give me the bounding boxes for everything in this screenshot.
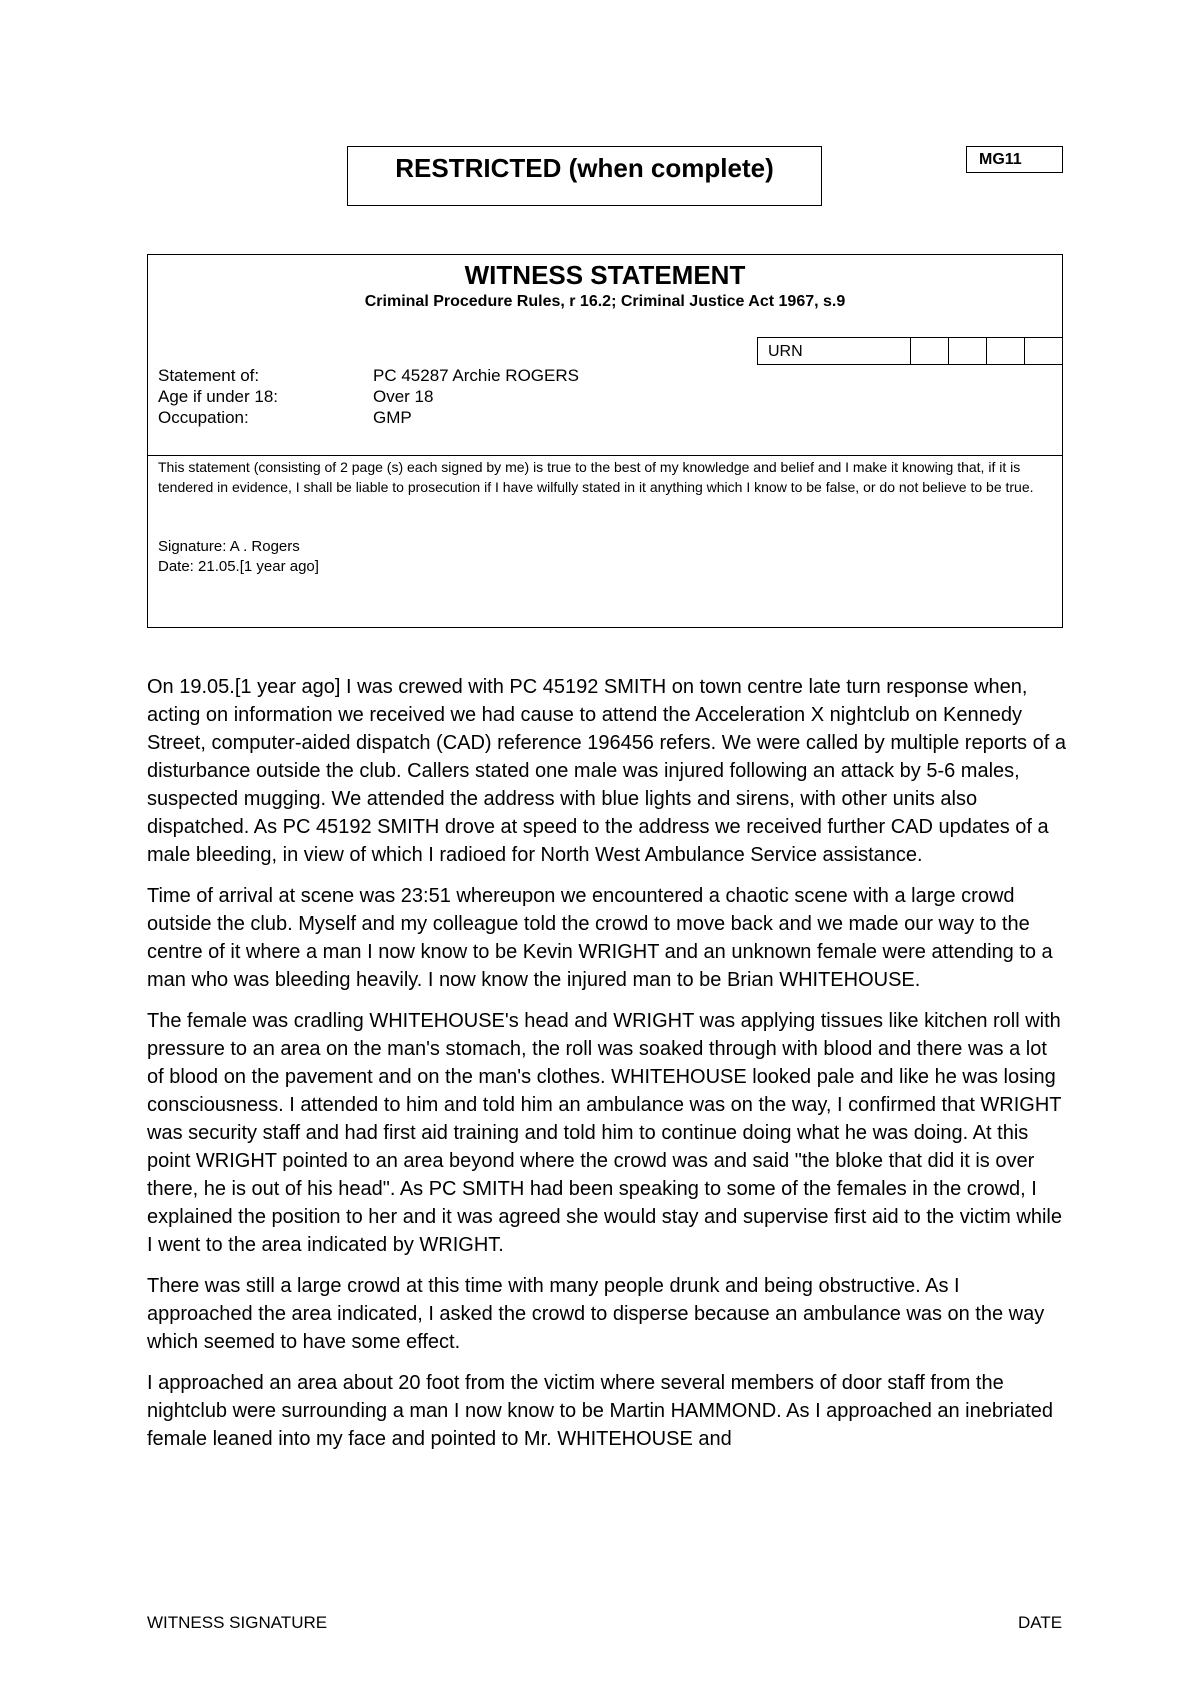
body-paragraph: Time of arrival at scene was 23:51 whereupon we encountered a chaotic scene with a large crowd outside the club. Myself and my colleague told the crowd to move back and we made our way to the centre of it where a man I now know to be Kevin WRIGHT and an unknown female were attending to a man who was bleeding heavily. I now know the injured man to be Brian WHITEHOUSE. xyxy=(147,885,1053,991)
body-paragraph: The female was cradling WHITEHOUSE's head and WRIGHT was applying tissues like kitchen roll with pressure to an area on the man's stomach, the roll was soaked through with blood and there was a lot of blood on the pavement and on the man's clothes. WHITEHOUSE looked pale and like he was losing consciousness. I attended to him and told him an ambulance was on the way, I confirmed that WRIGHT was security staff and had first aid training and told him to continue doing what he was doing. At this point WRIGHT pointed to an area beyond where the crowd was and said "the bloke that did it is over there, he is out of his head". As PC SMITH had been speaking to some of the females in the crowd, I explained the position to her and it was agreed she would stay and supervise first aid to the victim while I went to the area indicated by WRIGHT. xyxy=(147,1010,1062,1256)
urn-grid xyxy=(757,337,1063,365)
detail-row-occupation xyxy=(158,407,579,428)
body-paragraph: I approached an area about 20 foot from the victim where several members of door staff from the nightclub were surrounding a man I now know to be Martin HAMMOND. As I approached an inebriated female leaned into my face and pointed to Mr. WHITEHOUSE and xyxy=(147,1372,1054,1450)
date-line: Date: 21.05.[1 year ago] xyxy=(158,558,319,575)
form-code-badge: MG11 xyxy=(966,146,1063,173)
detail-value: PC 45287 Archie ROGERS xyxy=(373,366,579,385)
declaration-text: This statement (consisting of 2 page (s) each signed by me) is true to the best of my knowledge and belief and I make it knowing that, if it is tendered in evidence, I shall be liable to prosecution if I have wilfully stated in it anything which I know to be false, or do not believe to be true. xyxy=(158,459,1034,495)
urn-box xyxy=(911,338,949,365)
detail-row-statement-of xyxy=(158,365,579,386)
statement-title: WITNESS STATEMENT xyxy=(464,260,746,290)
body-paragraph: There was still a large crowd at this time with many people drunk and being obstructive. As I approached the area indicated, I asked the crowd to disperse because an ambulance was on the way which seemed to have some effect. xyxy=(147,1275,1045,1353)
witness-statement-box xyxy=(147,254,1063,628)
detail-value: Over 18 xyxy=(373,387,434,406)
detail-value: GMP xyxy=(373,408,412,427)
urn-box xyxy=(949,338,987,365)
restricted-header-box xyxy=(347,146,822,206)
detail-label: Statement of: xyxy=(158,366,260,385)
detail-label: Age if under 18: xyxy=(158,387,279,406)
classification-label: RESTRICTED (when complete) xyxy=(395,153,774,183)
witness-details xyxy=(158,365,579,428)
footer-date-label: DATE xyxy=(1018,1613,1063,1632)
section-divider xyxy=(148,455,1062,456)
detail-row-age xyxy=(158,386,579,407)
detail-label: Occupation: xyxy=(158,408,249,427)
urn-box xyxy=(1025,338,1063,365)
statement-subtitle: Criminal Procedure Rules, r 16.2; Criminal Justice Act 1967, s.9 xyxy=(364,293,846,310)
urn-box xyxy=(987,338,1025,365)
footer-witness-signature-label: WITNESS SIGNATURE xyxy=(147,1613,328,1632)
body-paragraph: On 19.05.[1 year ago] I was crewed with PC 45192 SMITH on town centre late turn response when, acting on information we received we had cause to attend the Acceleration X nightclub on Kennedy Street, computer-aided dispatch (CAD) reference 196456 refers. We were called by multiple reports of a disturbance outside the club. Callers stated one male was injured following an attack by 5-6 males, suspected mugging. We attended the address with blue lights and sirens, with other units also dispatched. As PC 45192 SMITH drove at speed to the address we received further CAD updates of a male bleeding, in view of which I radioed for North West Ambulance Service assistance. xyxy=(147,676,1066,866)
statement-body xyxy=(147,673,1067,1466)
signature-line: Signature: A . Rogers xyxy=(158,538,300,555)
urn-label: URN xyxy=(758,338,911,365)
